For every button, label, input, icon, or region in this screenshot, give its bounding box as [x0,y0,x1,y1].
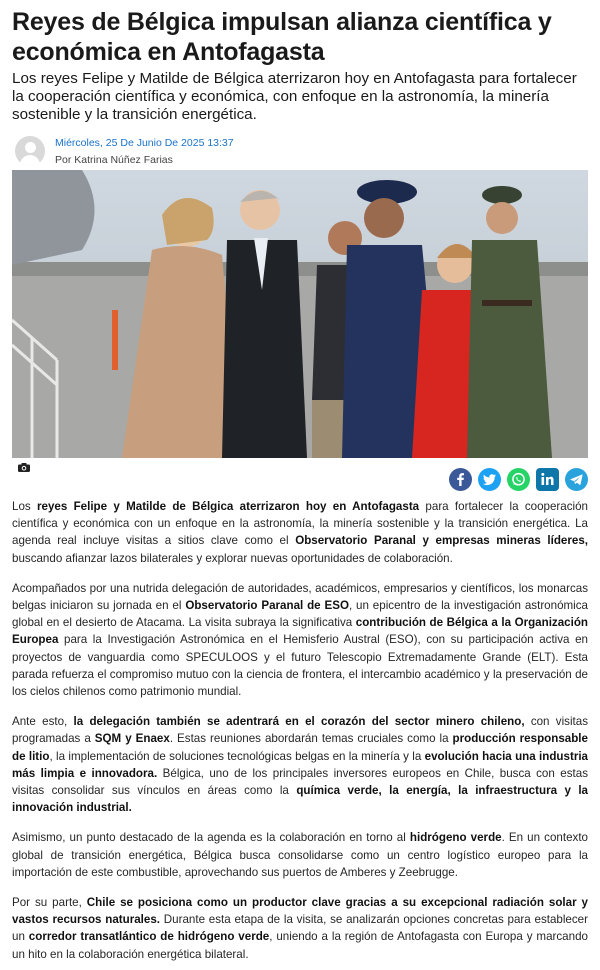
text-run: Por su parte, [12,896,87,910]
bold-run: reyes Felipe y Matilde de Bélgica aterrizaron hoy en Antofagasta [36,500,420,513]
paragraph-5 [12,894,588,963]
twitter-share-button[interactable] [478,468,501,491]
text-run: con visitas programadas a [12,715,588,746]
author-avatar-icon [15,136,45,166]
text-run: Ante esto, [12,715,74,729]
article-photo-illustration [12,170,588,458]
linkedin-icon [536,468,559,491]
byline [12,136,588,170]
paragraph-3 [12,713,588,816]
paragraph-1 [12,498,588,567]
text-run: buscando afianzar lazos bilaterales y explorar nuevas oportunidades de colaboración. [12,551,453,565]
bold-run: la delegación también se adentrará en el corazón del sector minero chileno, [73,715,525,729]
text-run: , un epicentro de la investigación astronómica global en el desierto de Atacama. La visita subraya la significativa [12,599,589,630]
article-photo [12,170,588,458]
photo-footer [12,458,588,498]
text-run: para fortalecer la cooperación científica y económica con un enfoque en la astronomía, la minería sostenible y la transición energética. La agenda real incluye visitas a sitios clave como el [12,500,589,548]
bold-run: Observatorio Paranal y empresas mineras líderes, [295,534,588,548]
bold-run: corredor transatlántico de hidrógeno verde [28,930,270,944]
twitter-icon [478,468,501,491]
author-name[interactable]: Katrina Núñez Farias [74,154,173,166]
text-run: Asimismo, un punto destacado de la agenda es la colaboración en torno al [12,831,410,845]
text-run: . Estas reuniones abordarán temas cruciales como la [169,732,453,746]
bold-run: producción responsable de litio [12,732,588,763]
bold-run: química verde, la energía, la infraestructura y la innovación industrial. [12,784,588,815]
bold-run: contribución de Bélgica a la Organización Europea [12,616,589,647]
share-buttons [449,468,588,491]
text-run: , la implementación de soluciones tecnológicas belgas en la minería y la [49,749,425,763]
bold-run: evolución hacia una industria más limpia e innovadora. [12,749,588,780]
text-run: Acompañados por una nutrida delegación de autoridades, académicos, empresarios y científicos, los monarcas belgas iniciaron su jornada en el [12,581,588,613]
bold-run: Observatorio Paranal de ESO [185,599,349,613]
text-run: para la Investigación Astronómica en el Hemisferio Austral (ESO), con su participación activa en proyectos de vanguardia como SPECULOOS y el futuro Telescopio Extremadamente Grande (ELT). Esta parada refuerza el compromiso mutuo con la ciencia de frontera, el intercambio académico y la preservación de los cielos chilenos como patrimonio mundial. [12,633,588,699]
telegram-icon [565,468,588,491]
bold-run: SQM y Enaex [94,732,170,746]
article-lead: Los reyes Felipe y Matilde de Bélgica aterrizaron hoy en Antofagasta para fortalecer la cooperación científica y económica, con enfoque en la astronomía, la minería sostenible y la transición energética. [12,70,577,123]
facebook-icon [449,468,472,491]
article-body [12,498,588,963]
publish-date: Miércoles, 25 De Junio De 2025 13:37 [55,137,234,149]
paragraph-4 [12,829,588,881]
facebook-share-button[interactable] [449,468,472,491]
telegram-share-button[interactable] [565,468,588,491]
article-headline: Reyes de Bélgica impulsan alianza científica y económica en Antofagasta [12,8,552,66]
whatsapp-icon [507,468,530,491]
text-run: . En un contexto global de transición energética, Bélgica busca consolidarse como un centro logístico europeo para la importación de este combustible, aprovechando sus puertos de Amberes y Zeebrugge. [12,831,588,879]
bold-run: hidrógeno verde [409,831,502,845]
linkedin-share-button[interactable] [536,468,559,491]
byline-meta [55,136,234,167]
camera-icon[interactable] [18,463,30,472]
whatsapp-share-button[interactable] [507,468,530,491]
paragraph-2 [12,580,588,700]
text-run: Durante esta etapa de la visita, se analizarán opciones concretas para establecer un [12,913,588,944]
text-run: Bélgica, uno de los principales inversores europeos en Chile, busca con estas visitas consolidar sus vínculos en áreas como la [12,766,588,798]
author-prefix: Por [55,154,72,166]
text-run: Los [12,500,37,513]
bold-run: Chile se posiciona como un productor clave gracias a su excepcional radiación solar y vastos recursos naturales. [12,896,588,927]
text-run: , uniendo a la región de Antofagasta con Europa y marcando un hito en la colaboración energética bilateral. [12,930,588,961]
author-line [55,154,234,167]
